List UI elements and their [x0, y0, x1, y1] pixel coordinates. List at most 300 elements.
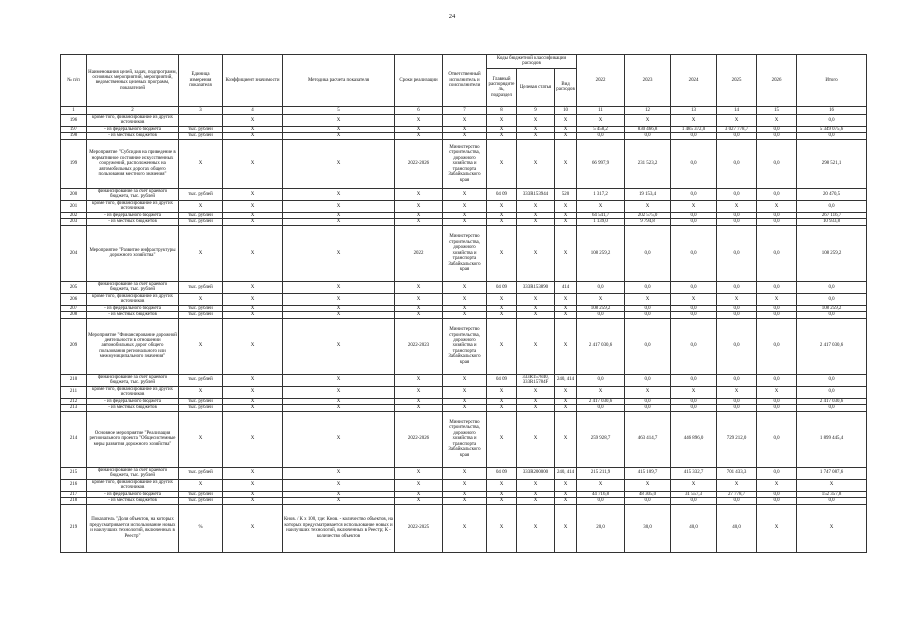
value-total: 0,0: [797, 386, 867, 398]
value-2026: 0,0: [757, 312, 797, 318]
value-total: 0,0: [797, 405, 867, 411]
value-2024: X: [671, 114, 717, 126]
value-2022: 66 997,9: [577, 139, 625, 188]
coefficient-cell: X: [223, 219, 283, 225]
responsible-cell: X: [443, 398, 487, 404]
value-2025: 3 027 778,7: [717, 126, 757, 132]
row-number: 213: [61, 405, 87, 411]
value-2024: 0,0: [671, 498, 717, 504]
unit-cell: тыс. рублей: [179, 133, 223, 139]
column-number: 8: [487, 106, 517, 114]
value-2022: 0,0: [577, 312, 625, 318]
value-2024: 0,0: [671, 312, 717, 318]
value-2024: 0,0: [671, 133, 717, 139]
value-2022: X: [577, 114, 625, 126]
article-cell: X: [517, 114, 555, 126]
expense-type-cell: X: [555, 491, 577, 497]
header-year-2024: 2024: [671, 55, 717, 107]
value-2025: X: [717, 479, 757, 491]
column-number: 16: [797, 106, 867, 114]
terms-cell: X: [395, 219, 443, 225]
value-2024: 0,0: [671, 188, 717, 200]
value-2023: X: [625, 200, 671, 212]
expense-type-cell: X: [555, 318, 577, 374]
article-cell: X: [517, 405, 555, 411]
value-2022: 0,0: [577, 133, 625, 139]
row-name: Основное мероприятие "Реализация регионального проекта "Общесистемные меры развития дорожного хозяйства": [87, 411, 179, 467]
column-number: 3: [179, 106, 223, 114]
column-number: 9: [517, 106, 555, 114]
value-2025: 0,0: [717, 139, 757, 188]
value-2025: 40,0: [717, 504, 757, 552]
unit-cell: тыс. рублей: [179, 212, 223, 218]
value-total: 0,0: [797, 293, 867, 305]
method-cell: X: [283, 305, 395, 311]
coefficient-cell: X: [223, 374, 283, 386]
expense-type-cell: X: [555, 293, 577, 305]
responsible-cell: X: [443, 467, 487, 479]
article-cell: 333R200000: [517, 467, 555, 479]
value-2023: X: [625, 293, 671, 305]
row-name: - из местных бюджетов: [87, 133, 179, 139]
row-number: 216: [61, 479, 87, 491]
unit-cell: тыс. рублей: [179, 491, 223, 497]
table-row: [61, 114, 867, 126]
value-2024: 415 332,7: [671, 467, 717, 479]
row-number: 215: [61, 467, 87, 479]
value-2024: X: [671, 386, 717, 398]
method-cell: X: [283, 219, 395, 225]
value-2025: X: [717, 114, 757, 126]
value-2025: X: [717, 293, 757, 305]
value-2023: 0,0: [625, 405, 671, 411]
method-cell: X: [283, 139, 395, 188]
terms-cell: X: [395, 398, 443, 404]
value-total: 2 417 030,6: [797, 318, 867, 374]
value-2023: 0,0: [625, 398, 671, 404]
value-2023: 19 153,4: [625, 188, 671, 200]
terms-cell: X: [395, 281, 443, 293]
value-2023: X: [625, 386, 671, 398]
expense-type-cell: 240, 414: [555, 467, 577, 479]
value-total: 298 521,1: [797, 139, 867, 188]
expense-type-cell: X: [555, 479, 577, 491]
value-total: 0,0: [797, 133, 867, 139]
terms-cell: X: [395, 386, 443, 398]
header-terms: Сроки реализации: [395, 55, 443, 107]
value-total: 108 259,2: [797, 225, 867, 281]
grbs-cell: X: [487, 411, 517, 467]
row-name: - из местных бюджетов: [87, 312, 179, 318]
value-2025: 0,0: [717, 374, 757, 386]
coefficient-cell: X: [223, 479, 283, 491]
method-cell: X: [283, 312, 395, 318]
row-number: 217: [61, 491, 87, 497]
value-2025: 0,0: [717, 225, 757, 281]
article-cell: X: [517, 219, 555, 225]
method-cell: X: [283, 374, 395, 386]
table-row: [61, 188, 867, 200]
value-2026: 0,0: [757, 374, 797, 386]
table-row: [61, 139, 867, 188]
method-cell: X: [283, 200, 395, 212]
expense-type-cell: X: [555, 200, 577, 212]
grbs-cell: X: [487, 126, 517, 132]
value-2024: 0,0: [671, 212, 717, 218]
coefficient-cell: X: [223, 498, 283, 504]
coefficient-cell: X: [223, 188, 283, 200]
row-name: Мероприятие "Развитие инфраструктуры дорожного хозяйства": [87, 225, 179, 281]
grbs-cell: X: [487, 139, 517, 188]
value-2024: X: [671, 293, 717, 305]
terms-cell: X: [395, 293, 443, 305]
grbs-cell: X: [487, 212, 517, 218]
grbs-cell: X: [487, 405, 517, 411]
value-2026: 0,0: [757, 411, 797, 467]
row-number: 199: [61, 139, 87, 188]
value-2025: 0,0: [717, 398, 757, 404]
row-number: 212: [61, 398, 87, 404]
row-number: 202: [61, 212, 87, 218]
unit-cell: тыс. рублей: [179, 405, 223, 411]
terms-cell: X: [395, 498, 443, 504]
method-cell: X: [283, 479, 395, 491]
article-cell: X: [517, 305, 555, 311]
method-cell: X: [283, 318, 395, 374]
column-number: 1: [61, 106, 87, 114]
expense-type-cell: X: [555, 312, 577, 318]
column-number: 12: [625, 106, 671, 114]
row-number: 203: [61, 219, 87, 225]
coefficient-cell: X: [223, 398, 283, 404]
row-name: Мероприятие "Финансирование дорожной деятельности в отношении автомобильных дорог общего пользования регионального или межмуниципального значения": [87, 318, 179, 374]
unit-cell: X: [179, 200, 223, 212]
value-2022: X: [577, 386, 625, 398]
value-total: X: [797, 504, 867, 552]
expense-type-cell: X: [555, 133, 577, 139]
value-2022: 0,0: [577, 405, 625, 411]
method-cell: X: [283, 398, 395, 404]
responsible-cell: X: [443, 114, 487, 126]
row-number: 198: [61, 133, 87, 139]
table-row: [61, 200, 867, 212]
method-cell: X: [283, 411, 395, 467]
value-2026: 0,0: [757, 398, 797, 404]
expense-type-cell: X: [555, 498, 577, 504]
value-2024: 0,0: [671, 219, 717, 225]
value-2024: 0,0: [671, 225, 717, 281]
article-cell: X: [517, 491, 555, 497]
expense-type-cell: X: [555, 411, 577, 467]
grbs-cell: X: [487, 398, 517, 404]
article-cell: X: [517, 225, 555, 281]
value-2022: 1 139,0: [577, 219, 625, 225]
grbs-cell: 04 09: [487, 374, 517, 386]
header-year-2023: 2023: [625, 55, 671, 107]
value-2023: 0,0: [625, 225, 671, 281]
unit-cell: %: [179, 504, 223, 552]
value-total: 10 933,8: [797, 219, 867, 225]
header-name: Наименования целей, задач, подпрограмм, основных мероприятий, мероприятий, ведомственных целевых программ, показателей: [87, 55, 179, 107]
article-cell: X: [517, 312, 555, 318]
value-2026: 0,0: [757, 498, 797, 504]
value-2026: 0,0: [757, 219, 797, 225]
grbs-cell: X: [487, 200, 517, 212]
value-2025: 0,0: [717, 212, 757, 218]
value-2023: 0,0: [625, 312, 671, 318]
responsible-cell: X: [443, 133, 487, 139]
value-2022: 5 458,2: [577, 126, 625, 132]
header-total: Итого: [797, 55, 867, 107]
row-name: - из федерального бюджета: [87, 126, 179, 132]
responsible-cell: X: [443, 479, 487, 491]
value-2026: X: [757, 114, 797, 126]
article-cell: 333R153944: [517, 188, 555, 200]
value-2024: 0,0: [671, 374, 717, 386]
value-2026: X: [757, 293, 797, 305]
article-cell: X: [517, 212, 555, 218]
responsible-cell: X: [443, 504, 487, 552]
terms-cell: X: [395, 467, 443, 479]
unit-cell: X: [179, 225, 223, 281]
column-numbers-row: [61, 106, 867, 114]
column-number: 2: [87, 106, 179, 114]
unit-cell: тыс. рублей: [179, 498, 223, 504]
value-2025: 27 778,7: [717, 491, 757, 497]
unit-cell: X: [179, 386, 223, 398]
row-number: 197: [61, 126, 87, 132]
value-2025: 0,0: [717, 305, 757, 311]
value-2023: 830 466,8: [625, 126, 671, 132]
coefficient-cell: X: [223, 491, 283, 497]
row-number: 218: [61, 498, 87, 504]
row-name: - из федерального бюджета: [87, 305, 179, 311]
expense-type-cell: X: [555, 212, 577, 218]
grbs-cell: X: [487, 133, 517, 139]
responsible-cell: X: [443, 212, 487, 218]
value-2022: X: [577, 293, 625, 305]
row-number: 206: [61, 293, 87, 305]
header-expense-type: Вид расходов: [555, 68, 577, 106]
unit-cell: тыс. рублей: [179, 467, 223, 479]
value-2023: X: [625, 479, 671, 491]
article-cell: X: [517, 293, 555, 305]
value-2024: 0,0: [671, 281, 717, 293]
value-total: 267 116,7: [797, 212, 867, 218]
row-name: кроме того, финансирование из других источников: [87, 479, 179, 491]
row-name: финансирование за счет краевого бюджета, тыс. рублей: [87, 467, 179, 479]
value-total: X: [797, 479, 867, 491]
coefficient-cell: X: [223, 281, 283, 293]
unit-cell: X: [179, 293, 223, 305]
value-2026: 0,0: [757, 281, 797, 293]
value-2025: 0,0: [717, 219, 757, 225]
value-total: 0,0: [797, 374, 867, 386]
grbs-cell: X: [487, 318, 517, 374]
value-2026: 0,0: [757, 188, 797, 200]
method-cell: X: [283, 188, 395, 200]
row-number: 204: [61, 225, 87, 281]
article-cell: X: [517, 411, 555, 467]
value-2023: 0,0: [625, 133, 671, 139]
coefficient-cell: X: [223, 212, 283, 218]
article-cell: 333R153890: [517, 281, 555, 293]
article-cell: X: [517, 498, 555, 504]
unit-cell: X: [179, 411, 223, 467]
responsible-cell: X: [443, 293, 487, 305]
row-name: - из местных бюджетов: [87, 219, 179, 225]
value-2026: X: [757, 479, 797, 491]
responsible-cell: Министерство строительства, дорожного хозяйства и транспорта Забайкальского края: [443, 318, 487, 374]
terms-cell: X: [395, 114, 443, 126]
article-cell: X: [517, 398, 555, 404]
row-number: 201: [61, 200, 87, 212]
value-2023: 48 305,0: [625, 491, 671, 497]
coefficient-cell: X: [223, 126, 283, 132]
grbs-cell: X: [487, 491, 517, 497]
row-number: 207: [61, 305, 87, 311]
article-cell: X: [517, 386, 555, 398]
coefficient-cell: X: [223, 305, 283, 311]
table-row: [61, 479, 867, 491]
responsible-cell: Министерство строительства, дорожного хозяйства и транспорта Забайкальского края: [443, 225, 487, 281]
value-2026: 0,0: [757, 126, 797, 132]
responsible-cell: Министерство строительства, дорожного хозяйства и транспорта Забайкальского края: [443, 139, 487, 188]
coefficient-cell: X: [223, 133, 283, 139]
grbs-cell: X: [487, 219, 517, 225]
unit-cell: X: [179, 479, 223, 491]
value-2023: X: [625, 114, 671, 126]
column-number: 11: [577, 106, 625, 114]
value-2024: 0,0: [671, 305, 717, 311]
coefficient-cell: X: [223, 139, 283, 188]
unit-cell: тыс. рублей: [179, 312, 223, 318]
terms-cell: X: [395, 479, 443, 491]
table-row: [61, 318, 867, 374]
unit-cell: тыс. рублей: [179, 188, 223, 200]
page-number: 24: [448, 13, 456, 20]
expense-type-cell: X: [555, 386, 577, 398]
value-2024: 446 896,0: [671, 411, 717, 467]
value-2022: 2 417 030,6: [577, 398, 625, 404]
row-number: 210: [61, 374, 87, 386]
column-number: 6: [395, 106, 443, 114]
value-2026: 0,0: [757, 491, 797, 497]
unit-cell: тыс. рублей: [179, 281, 223, 293]
value-2022: 2 417 030,6: [577, 318, 625, 374]
value-total: 108 259,2: [797, 305, 867, 311]
value-2026: X: [757, 504, 797, 552]
method-cell: X: [283, 405, 395, 411]
expense-type-cell: X: [555, 504, 577, 552]
table-row: [61, 411, 867, 467]
coefficient-cell: X: [223, 200, 283, 212]
header-num: № п/п: [61, 55, 87, 107]
unit-cell: тыс. рублей: [179, 219, 223, 225]
header-year-2025: 2025: [717, 55, 757, 107]
unit-cell: тыс. рублей: [179, 398, 223, 404]
value-total: 1 899 445,4: [797, 411, 867, 467]
table-row: [61, 374, 867, 386]
responsible-cell: X: [443, 312, 487, 318]
column-number: 4: [223, 106, 283, 114]
column-number: 5: [283, 106, 395, 114]
method-cell: X: [283, 126, 395, 132]
terms-cell: X: [395, 212, 443, 218]
row-name: - из местных бюджетов: [87, 498, 179, 504]
value-2025: 729 212,0: [717, 411, 757, 467]
value-2025: 0,0: [717, 281, 757, 293]
responsible-cell: X: [443, 188, 487, 200]
value-2024: 0,0: [671, 318, 717, 374]
unit-cell: X: [179, 139, 223, 188]
row-name: - из федерального бюджета: [87, 491, 179, 497]
article-cell: X: [517, 479, 555, 491]
coefficient-cell: X: [223, 114, 283, 126]
method-cell: X: [283, 114, 395, 126]
value-total: 0,0: [797, 498, 867, 504]
terms-cell: 2022-2026: [395, 139, 443, 188]
method-cell: X: [283, 133, 395, 139]
value-2024: X: [671, 200, 717, 212]
terms-cell: 2022-2026: [395, 411, 443, 467]
expense-type-cell: X: [555, 405, 577, 411]
value-total: 0,0: [797, 281, 867, 293]
value-2022: 0,0: [577, 281, 625, 293]
value-2026: 0,0: [757, 133, 797, 139]
expense-type-cell: X: [555, 398, 577, 404]
responsible-cell: X: [443, 491, 487, 497]
terms-cell: X: [395, 133, 443, 139]
table-row: [61, 386, 867, 398]
row-name: - из местных бюджетов: [87, 405, 179, 411]
value-2022: 1 317,2: [577, 188, 625, 200]
expense-type-cell: X: [555, 114, 577, 126]
article-cell: 333R157840, 333R15784F: [517, 374, 555, 386]
value-2025: 0,0: [717, 405, 757, 411]
value-2022: 20,0: [577, 504, 625, 552]
value-total: 1 747 087,6: [797, 467, 867, 479]
value-total: 0,0: [797, 114, 867, 126]
article-cell: X: [517, 133, 555, 139]
value-2023: 0,0: [625, 498, 671, 504]
value-2024: X: [671, 479, 717, 491]
row-name: Показатель "Доля объектов, на которых предусматривается использование новых и наилучших технологий, включенных в Реестр": [87, 504, 179, 552]
terms-cell: X: [395, 188, 443, 200]
value-2023: 463 414,7: [625, 411, 671, 467]
value-2023: 9 794,8: [625, 219, 671, 225]
value-2024: 31 557,3: [671, 491, 717, 497]
value-2022: X: [577, 479, 625, 491]
row-number: 208: [61, 312, 87, 318]
table-body: [61, 114, 867, 552]
responsible-cell: X: [443, 305, 487, 311]
terms-cell: X: [395, 491, 443, 497]
responsible-cell: X: [443, 374, 487, 386]
coefficient-cell: X: [223, 312, 283, 318]
value-2024: 0,0: [671, 398, 717, 404]
grbs-cell: 04 09: [487, 188, 517, 200]
value-2026: 0,0: [757, 212, 797, 218]
value-2022: 44 716,8: [577, 491, 625, 497]
method-cell: X: [283, 281, 395, 293]
grbs-cell: X: [487, 504, 517, 552]
header-year-2022: 2022: [577, 55, 625, 107]
unit-cell: X: [179, 318, 223, 374]
grbs-cell: X: [487, 386, 517, 398]
method-cell: Кнов. / К х 100, где: Кнов. - количество объектов, на которых предусматривается использование новых и наилучших технологий, включенных в Реестр; К - количество объектов: [283, 504, 395, 552]
table-row: [61, 467, 867, 479]
